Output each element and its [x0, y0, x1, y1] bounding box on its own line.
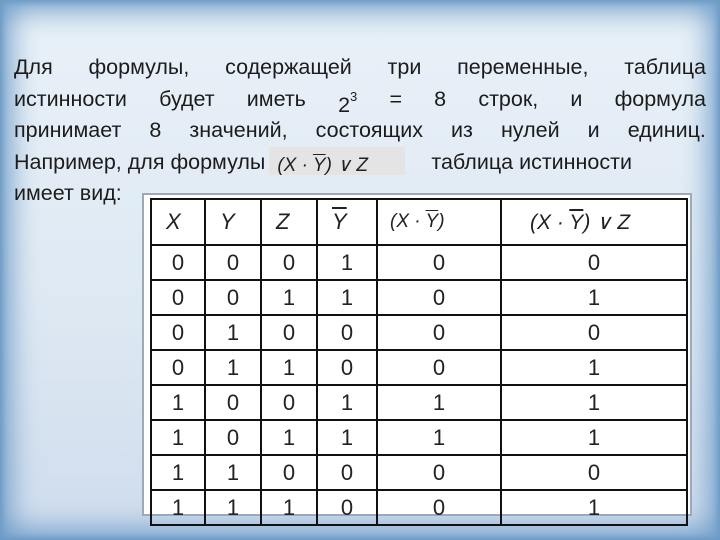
- text-line-1: [14, 52, 706, 84]
- table-cell: 0: [377, 315, 501, 350]
- word: три: [387, 55, 422, 79]
- word: строк,: [478, 86, 539, 111]
- table-cell: 1: [317, 245, 377, 280]
- word: состоящих: [315, 118, 423, 142]
- table-cell: 0: [151, 350, 205, 385]
- table-row: [151, 245, 687, 280]
- table-cell: 1: [261, 490, 317, 525]
- table-cell: 0: [377, 455, 501, 490]
- table-cell: 1: [501, 385, 687, 420]
- table-cell: 0: [377, 490, 501, 525]
- table-cell: 0: [501, 455, 687, 490]
- text-line-3: [14, 115, 706, 147]
- table-cell: 1: [377, 420, 501, 455]
- table-cell: 1: [317, 420, 377, 455]
- word: значений,: [189, 118, 288, 142]
- table-cell: 0: [151, 245, 205, 280]
- word: и: [587, 118, 600, 142]
- power-expression: [338, 84, 357, 116]
- word: иметь: [246, 86, 306, 111]
- word: 8: [149, 118, 162, 142]
- word: =: [389, 86, 402, 111]
- table-row: [151, 280, 687, 315]
- header-x: X: [151, 199, 205, 245]
- table-cell: 0: [317, 315, 377, 350]
- table-cell: 1: [205, 315, 261, 350]
- word: Для: [14, 55, 53, 79]
- word: формула: [614, 86, 706, 111]
- word: нулей: [500, 118, 560, 142]
- table-row: [151, 490, 687, 525]
- power-exponent: 3: [350, 88, 358, 104]
- text-line-4: [14, 147, 706, 179]
- word: таблица: [624, 55, 706, 79]
- truth-table: [150, 198, 688, 526]
- text-fragment: таблица истинности: [431, 149, 632, 174]
- text-line-2: [14, 84, 706, 116]
- table-cell: 1: [317, 385, 377, 420]
- table-row: [151, 385, 687, 420]
- text-fragment: Например, для формулы: [14, 149, 266, 174]
- table-cell: 1: [205, 350, 261, 385]
- table-body: [151, 245, 687, 525]
- table-cell: 0: [205, 245, 261, 280]
- table-cell: 0: [205, 280, 261, 315]
- table-cell: 1: [205, 455, 261, 490]
- table-cell: 1: [261, 350, 317, 385]
- table-cell: 0: [377, 350, 501, 385]
- table-cell: 0: [317, 455, 377, 490]
- table-cell: 0: [501, 245, 687, 280]
- table-cell: 0: [261, 245, 317, 280]
- table-cell: 1: [151, 490, 205, 525]
- formula-image: [269, 147, 405, 175]
- word: истинности: [14, 86, 127, 111]
- table-cell: 1: [205, 490, 261, 525]
- word: 8: [434, 86, 447, 111]
- header-formula: $(X \cdot \overline{Y})$ ∨ Z: [501, 199, 687, 245]
- table-cell: 0: [317, 350, 377, 385]
- table-cell: 0: [205, 385, 261, 420]
- word: содержащей: [225, 55, 352, 79]
- header-z: Z: [261, 199, 317, 245]
- table-cell: 1: [261, 420, 317, 455]
- table-cell: 0: [261, 315, 317, 350]
- power-base: 2: [338, 92, 351, 117]
- word: из: [451, 118, 473, 142]
- table-cell: 1: [151, 420, 205, 455]
- table-cell: 0: [151, 315, 205, 350]
- word: переменные,: [457, 55, 589, 79]
- table-cell: 1: [151, 455, 205, 490]
- table-cell: 0: [501, 315, 687, 350]
- table-cell: 1: [151, 385, 205, 420]
- table-row: [151, 455, 687, 490]
- table-cell: 1: [501, 350, 687, 385]
- header-not-y: $\overline{Y}$: [317, 199, 377, 245]
- description-paragraph: [14, 52, 706, 210]
- word: будет: [159, 86, 215, 111]
- word: и: [570, 86, 583, 111]
- table-cell: 1: [501, 420, 687, 455]
- text-fragment: имеет вид:: [14, 181, 122, 205]
- table-cell: 1: [501, 280, 687, 315]
- word: принимает: [14, 118, 122, 142]
- table-cell: 0: [205, 420, 261, 455]
- table-cell: 1: [501, 490, 687, 525]
- table-cell: 0: [261, 385, 317, 420]
- table-cell: 0: [377, 245, 501, 280]
- table-row: [151, 315, 687, 350]
- header-y: Y: [205, 199, 261, 245]
- table-cell: 0: [317, 490, 377, 525]
- table-cell: 1: [261, 280, 317, 315]
- table-cell: 1: [317, 280, 377, 315]
- table-cell: 0: [261, 455, 317, 490]
- table-cell: 1: [377, 385, 501, 420]
- table-row: [151, 350, 687, 385]
- truth-table-frame: [142, 193, 692, 520]
- table-row: [151, 420, 687, 455]
- table-cell: 0: [151, 280, 205, 315]
- header-x-and-not-y: $(X \cdot \overline{Y})$: [377, 199, 501, 245]
- word: единиц.: [627, 118, 706, 142]
- table-cell: 0: [377, 280, 501, 315]
- table-header-row: [151, 199, 687, 245]
- word: формулы,: [88, 55, 190, 79]
- formula-text: $(X \cdot \overline{Y})$ ∨ Z: [277, 154, 368, 176]
